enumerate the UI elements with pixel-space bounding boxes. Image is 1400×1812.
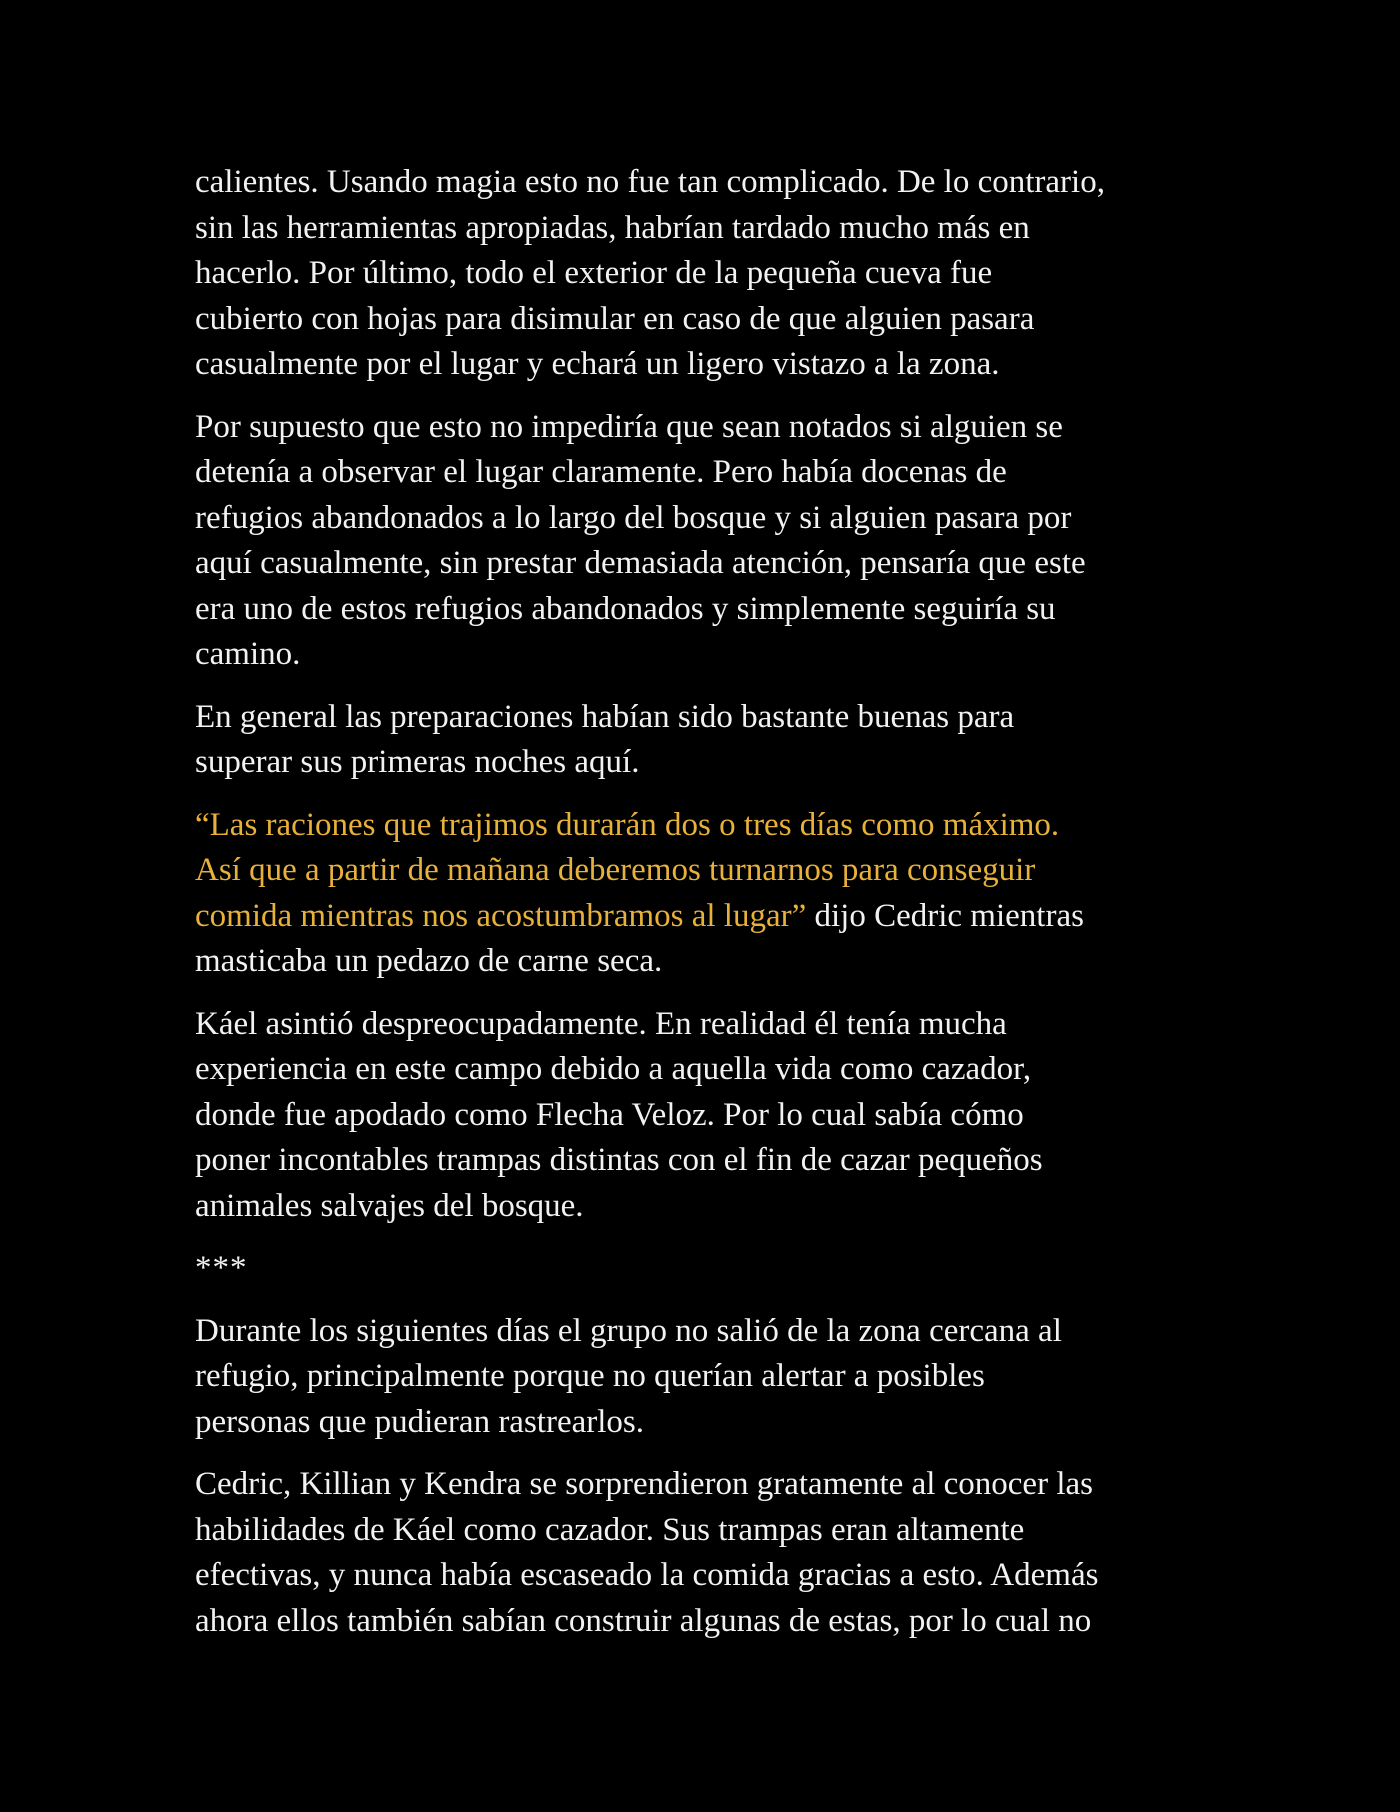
paragraph-2: Por supuesto que esto no impediría que sean notados si alguien se detenía a observar el lugar claramente. Pero había docenas de refugios abandonados a lo largo del bosque y si alguien pasara por aquí casualmente, sin prestar demasiada atención, pensaría que este era uno de estos refugios abandonados y simplemente seguiría su camino. [195, 408, 1086, 672]
dialogue-paragraph [195, 803, 1215, 985]
document-page [195, 160, 1215, 1661]
dialogue-narration: dijo Cedric mientras masticaba un pedazo de carne seca. [195, 897, 1084, 979]
paragraph-1: calientes. Usando magia esto no fue tan complicado. De lo contrario, sin las herramientas apropiadas, habrían tardado mucho más en hacerlo. Por último, todo el exterior de la pequeña cueva fue cubierto con hojas para disimular en caso de que alguien pasara casualmente por el lugar y echará un ligero vistazo a la zona. [195, 164, 1105, 382]
scene-separator: *** [195, 1250, 248, 1286]
paragraph-7: Cedric, Killian y Kendra se sorprendieron gratamente al conocer las habilidades de Káel como cazador. Sus trampas eran altamente efectivas, y nunca había escaseado la comida gracias a esto. Además ahora ellos también sabían construir algunas de estas, por lo cual no [195, 1466, 1099, 1639]
paragraph-5: Káel asintió despreocupadamente. En realidad él tenía mucha experiencia en este campo debido a aquella vida como cazador, donde fue apodado como Flecha Veloz. Por lo cual sabía cómo poner incontables trampas distintas con el fin de cazar pequeños animales salvajes del bosque. [195, 1005, 1043, 1224]
dialogue-quote: “Las raciones que trajimos durarán dos o tres días como máximo. Así que a partir de mañana deberemos turnarnos para conseguir comida mientras nos acostumbramos al lugar” [195, 806, 1060, 934]
paragraph-6: Durante los siguientes días el grupo no salió de la zona cercana al refugio, principalmente porque no querían alertar a posibles personas que pudieran rastrearlos. [195, 1312, 1062, 1440]
paragraph-3: En general las preparaciones habían sido bastante buenas para superar sus primeras noches aquí. [195, 698, 1015, 780]
